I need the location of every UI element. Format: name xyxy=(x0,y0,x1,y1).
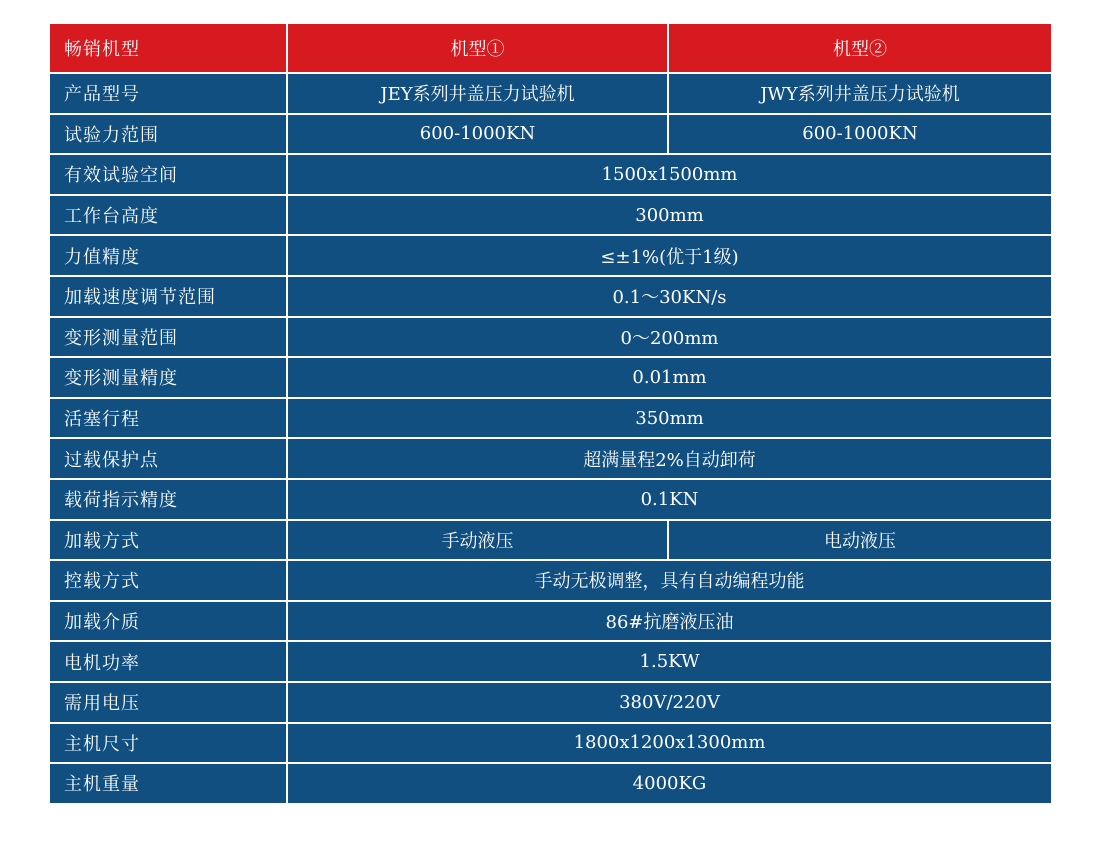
spec-row xyxy=(50,521,1051,562)
header-model-1: 机型① xyxy=(288,24,669,74)
spec-row-value-model-1: JEY系列井盖压力试验机 xyxy=(288,74,669,115)
spec-row xyxy=(50,480,1051,521)
spec-row xyxy=(50,236,1051,277)
spec-row-value-model-2: 600-1000KN xyxy=(669,115,1051,156)
spec-row-label: 加载介质 xyxy=(50,602,288,643)
spec-row-value: 4000KG xyxy=(288,764,1051,803)
spec-row-label: 需用电压 xyxy=(50,683,288,724)
spec-row-label: 变形测量范围 xyxy=(50,318,288,359)
spec-row-value-model-2: JWY系列井盖压力试验机 xyxy=(669,74,1051,115)
spec-row xyxy=(50,277,1051,318)
spec-row-label: 加载速度调节范围 xyxy=(50,277,288,318)
spec-row-label: 变形测量精度 xyxy=(50,358,288,399)
spec-table-body xyxy=(50,24,1051,803)
spec-row-value: 86#抗磨液压油 xyxy=(288,602,1051,643)
spec-row xyxy=(50,439,1051,480)
spec-row xyxy=(50,764,1051,803)
spec-row xyxy=(50,561,1051,602)
spec-row-label: 主机尺寸 xyxy=(50,724,288,765)
spec-row xyxy=(50,602,1051,643)
spec-row xyxy=(50,318,1051,359)
spec-row-label: 控载方式 xyxy=(50,561,288,602)
spec-row-label: 主机重量 xyxy=(50,764,288,803)
spec-row-label: 载荷指示精度 xyxy=(50,480,288,521)
spec-row xyxy=(50,196,1051,237)
header-model-2: 机型② xyxy=(669,24,1051,74)
spec-row xyxy=(50,155,1051,196)
spec-row-label: 试验力范围 xyxy=(50,115,288,156)
spec-row-value: 350mm xyxy=(288,399,1051,440)
spec-row xyxy=(50,399,1051,440)
spec-row-value: 0～200mm xyxy=(288,318,1051,359)
header-label: 畅销机型 xyxy=(50,24,288,74)
spec-row-label: 加载方式 xyxy=(50,521,288,562)
spec-row-value: 1500x1500mm xyxy=(288,155,1051,196)
spec-row-value-model-1: 600-1000KN xyxy=(288,115,669,156)
spec-row xyxy=(50,74,1051,115)
spec-row xyxy=(50,683,1051,724)
spec-row-value: 1800x1200x1300mm xyxy=(288,724,1051,765)
header-row xyxy=(50,24,1051,74)
spec-row-value-model-2: 电动液压 xyxy=(669,521,1051,562)
spec-row-value: 0.1KN xyxy=(288,480,1051,521)
spec-row-label: 电机功率 xyxy=(50,642,288,683)
spec-row-label: 力值精度 xyxy=(50,236,288,277)
spec-row-value: 0.01mm xyxy=(288,358,1051,399)
spec-row-label: 有效试验空间 xyxy=(50,155,288,196)
spec-row xyxy=(50,642,1051,683)
spec-row-label: 工作台高度 xyxy=(50,196,288,237)
spec-row-value-model-1: 手动液压 xyxy=(288,521,669,562)
spec-table xyxy=(50,24,1051,803)
spec-row xyxy=(50,115,1051,156)
spec-row-value: 1.5KW xyxy=(288,642,1051,683)
spec-row-label: 产品型号 xyxy=(50,74,288,115)
spec-row-label: 活塞行程 xyxy=(50,399,288,440)
spec-row-value: 0.1～30KN/s xyxy=(288,277,1051,318)
spec-row xyxy=(50,358,1051,399)
spec-row-value: 超满量程2%自动卸荷 xyxy=(288,439,1051,480)
spec-row-value: 380V/220V xyxy=(288,683,1051,724)
spec-row-value: ≤±1%(优于1级) xyxy=(288,236,1051,277)
spec-row-value: 300mm xyxy=(288,196,1051,237)
spec-row-value: 手动无极调整，具有自动编程功能 xyxy=(288,561,1051,602)
spec-row-label: 过载保护点 xyxy=(50,439,288,480)
spec-row xyxy=(50,724,1051,765)
